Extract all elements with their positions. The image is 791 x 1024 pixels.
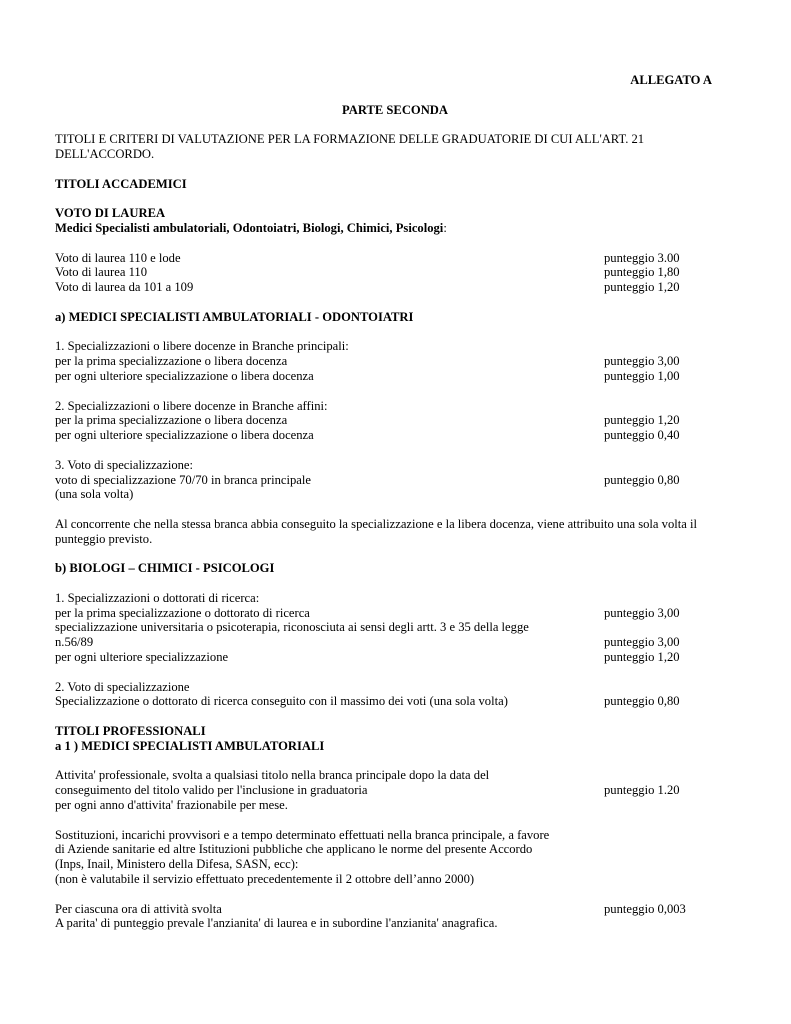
text-line: (non è valutabile il servizio effettuato precedentemente il 2 ottobre dell’anno 2000) bbox=[55, 872, 475, 887]
row-score: punteggio 3.00 bbox=[604, 250, 680, 265]
row-label: n.56/89 bbox=[55, 635, 94, 650]
score-row bbox=[55, 606, 715, 621]
score-row bbox=[55, 265, 715, 280]
text-line: specializzazione universitaria o psicoterapia, riconosciuta ai sensi degli artt. 3 e 35 della legge bbox=[55, 620, 529, 635]
subsection-heading: a) MEDICI SPECIALISTI AMBULATORIALI - ODONTOIATRI bbox=[55, 309, 414, 324]
row-label: Specializzazione o dottorato di ricerca conseguito con il massimo dei voti (una sola volta) bbox=[55, 694, 508, 709]
row-score: punteggio 0,40 bbox=[604, 428, 680, 443]
text-line: per ogni anno d'attivita' frazionabile per mese. bbox=[55, 798, 288, 813]
part-title: PARTE SECONDA bbox=[341, 102, 449, 117]
row-label: per la prima specializzazione o dottorato di ricerca bbox=[55, 605, 310, 620]
row-score: punteggio 1,20 bbox=[604, 413, 680, 428]
row-label: per ogni ulteriore specializzazione o libera docenza bbox=[55, 368, 314, 383]
row-score: punteggio 3,00 bbox=[604, 354, 680, 369]
subheading-text: Medici Specialisti ambulatoriali, Odontoiatri, Biologi, Chimici, Psicologi bbox=[55, 220, 444, 235]
row-label: conseguimento del titolo valido per l'inclusione in graduatoria bbox=[55, 783, 368, 798]
row-label: Per ciascuna ora di attività svolta bbox=[55, 901, 222, 916]
note-line: Al concorrente che nella stessa branca abbia conseguito la specializzazione e la libera docenza, viene attribuito una sola volta il bbox=[55, 516, 697, 531]
row-label: voto di specializzazione 70/70 in branca principale bbox=[55, 472, 311, 487]
item-title: 1. Specializzazioni o libere docenze in Branche principali: bbox=[55, 339, 349, 354]
row-score: punteggio 1,00 bbox=[604, 368, 680, 383]
score-row bbox=[55, 413, 715, 428]
text-line: di Aziende sanitarie ed altre Istituzioni pubbliche che applicano le norme del presente Accordo bbox=[55, 842, 533, 857]
text-line: (Inps, Inail, Ministero della Difesa, SASN, ecc): bbox=[55, 857, 299, 872]
document-title-line: DELL'ACCORDO. bbox=[55, 146, 155, 161]
row-score: punteggio 3,00 bbox=[604, 605, 680, 620]
section-heading: TITOLI ACCADEMICI bbox=[55, 176, 187, 191]
row-score: punteggio 0,80 bbox=[604, 694, 680, 709]
score-row bbox=[55, 369, 715, 384]
score-row bbox=[55, 694, 715, 709]
score-row bbox=[55, 473, 715, 488]
annex-label: ALLEGATO A bbox=[630, 73, 712, 87]
subsection-heading: VOTO DI LAUREA bbox=[55, 206, 166, 221]
row-label: per ogni ulteriore specializzazione o libera docenza bbox=[55, 428, 314, 443]
score-row bbox=[55, 902, 715, 917]
row-label: Voto di laurea 110 bbox=[55, 265, 147, 280]
score-row bbox=[55, 635, 715, 650]
row-score: punteggio 1,20 bbox=[604, 650, 680, 665]
row-score: punteggio 0,003 bbox=[604, 901, 686, 916]
row-score: punteggio 1.20 bbox=[604, 783, 680, 798]
subsection-heading: a 1 ) MEDICI SPECIALISTI AMBULATORIALI bbox=[55, 738, 325, 753]
row-score: punteggio 1,80 bbox=[604, 265, 680, 280]
text-line: Attivita' professionale, svolta a qualsiasi titolo nella branca principale dopo la data del bbox=[55, 768, 490, 783]
score-row bbox=[55, 783, 715, 798]
score-row bbox=[55, 251, 715, 266]
item-title: 1. Specializzazioni o dottorati di ricerca: bbox=[55, 590, 260, 605]
note-line: punteggio previsto. bbox=[55, 531, 153, 546]
text-line: Sostituzioni, incarichi provvisori e a tempo determinato effettuati nella branca principale, a favore bbox=[55, 827, 550, 842]
document-page bbox=[55, 73, 715, 931]
score-row bbox=[55, 650, 715, 665]
item-title: 3. Voto di specializzazione: bbox=[55, 457, 194, 472]
subsection-subheading bbox=[55, 221, 715, 236]
row-label: Voto di laurea da 101 a 109 bbox=[55, 280, 194, 295]
document-title-line: TITOLI E CRITERI DI VALUTAZIONE PER LA FORMAZIONE DELLE GRADUATORIE DI CUI ALL'ART. 21 bbox=[55, 132, 645, 147]
score-row bbox=[55, 280, 715, 295]
text-line: A parita' di punteggio prevale l'anzianita' di laurea e in subordine l'anzianita' anagrafica. bbox=[55, 916, 498, 931]
row-label: Voto di laurea 110 e lode bbox=[55, 250, 181, 265]
colon: : bbox=[443, 220, 447, 235]
subsection-heading: b) BIOLOGI – CHIMICI - PSICOLOGI bbox=[55, 561, 275, 576]
row-score: punteggio 0,80 bbox=[604, 472, 680, 487]
score-row bbox=[55, 428, 715, 443]
section-heading: TITOLI PROFESSIONALI bbox=[55, 724, 206, 739]
row-label: per ogni ulteriore specializzazione bbox=[55, 650, 229, 665]
score-row bbox=[55, 354, 715, 369]
item-title: 2. Specializzazioni o libere docenze in Branche affini: bbox=[55, 398, 328, 413]
row-label: per la prima specializzazione o libera docenza bbox=[55, 413, 288, 428]
row-label: per la prima specializzazione o libera docenza bbox=[55, 354, 288, 369]
row-score: punteggio 3,00 bbox=[604, 635, 680, 650]
item-title: 2. Voto di specializzazione bbox=[55, 679, 190, 694]
row-score: punteggio 1,20 bbox=[604, 280, 680, 295]
item-note: (una sola volta) bbox=[55, 487, 134, 502]
